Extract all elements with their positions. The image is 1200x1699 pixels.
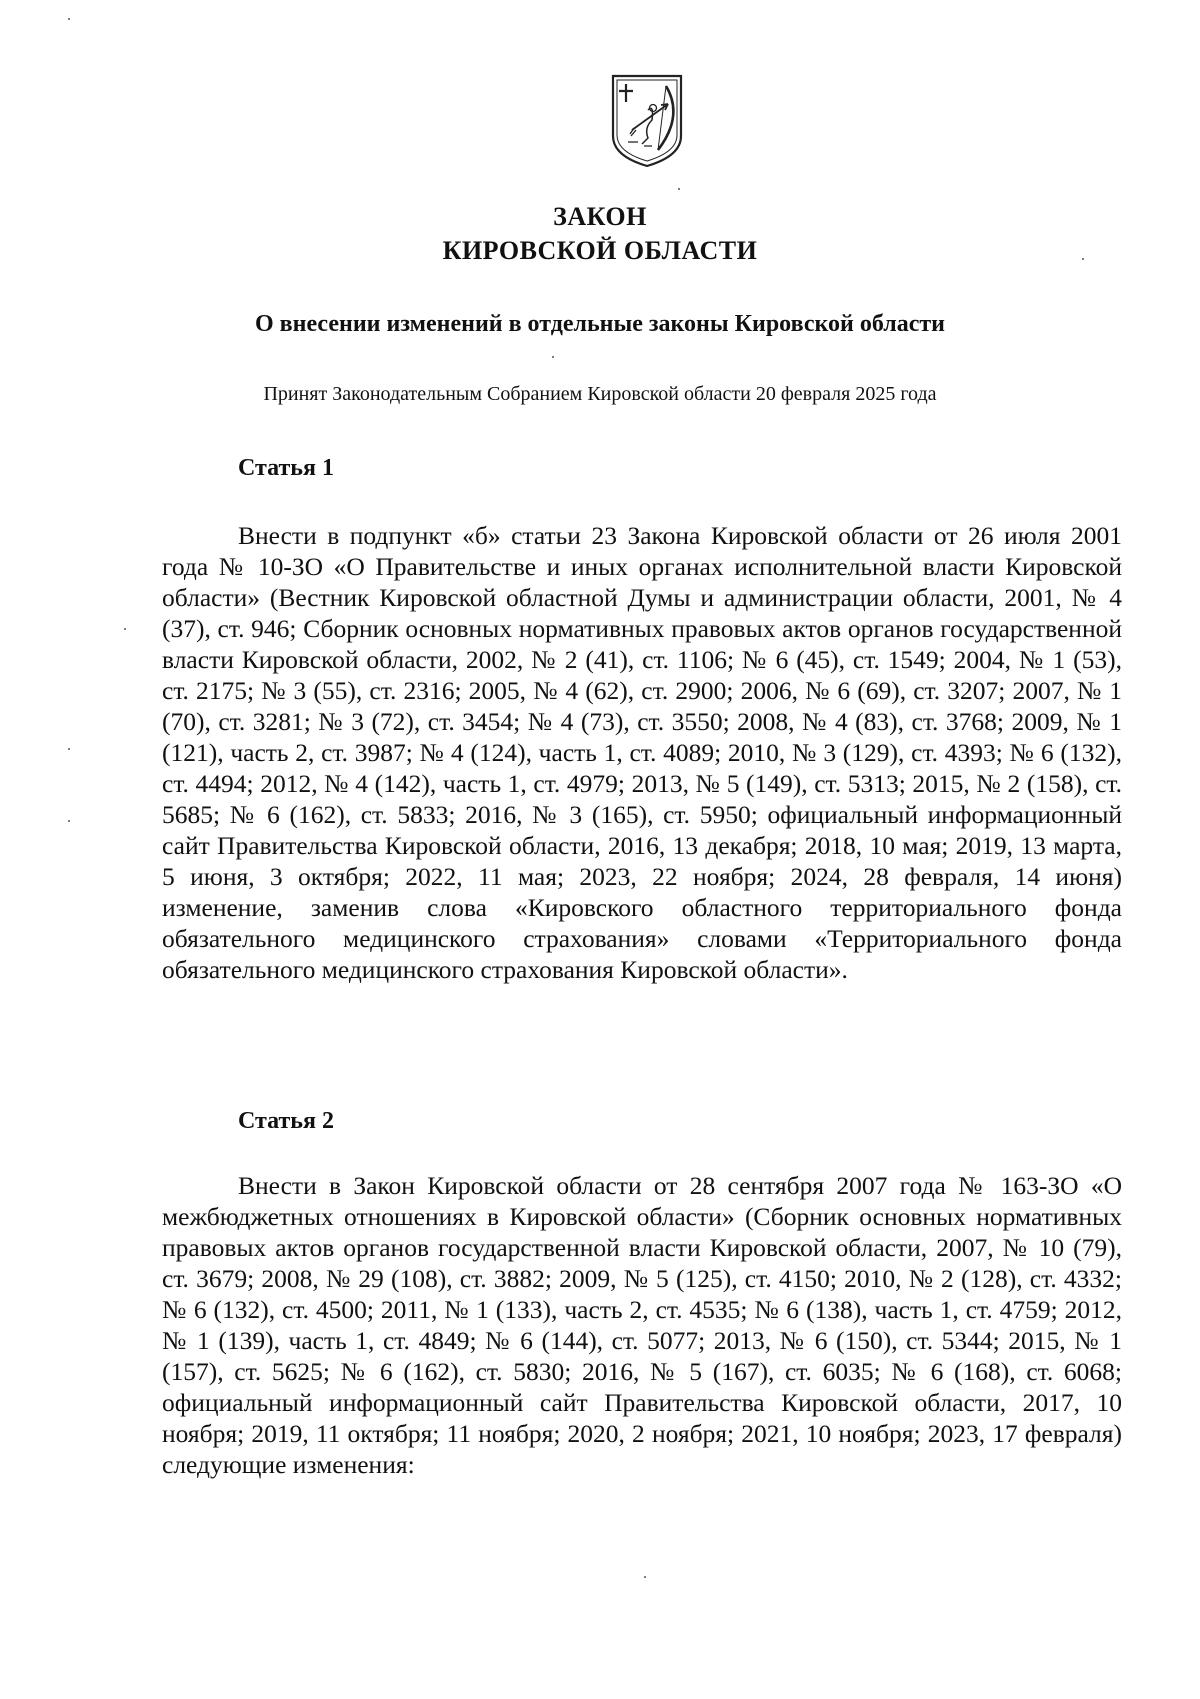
scan-speck bbox=[1082, 258, 1084, 260]
scan-speck bbox=[68, 748, 70, 750]
document-region-title: КИРОВСКОЙ ОБЛАСТИ bbox=[442, 236, 758, 265]
scan-speck bbox=[644, 1576, 646, 1578]
document-type-title: ЗАКОН bbox=[553, 202, 647, 231]
scan-speck bbox=[678, 188, 680, 190]
adoption-note: Принят Законодательным Собранием Кировской области 20 февраля 2025 года bbox=[263, 383, 937, 405]
scan-speck bbox=[68, 18, 70, 20]
scan-speck bbox=[552, 356, 554, 358]
scan-speck bbox=[68, 820, 70, 822]
article-2-text: Внести в Закон Кировской области от 28 сентября 2007 года № 163-ЗО «О межбюджетных отношениях в Кировской области» (Сборник основных нормативных правовых актов органов государственной власти Кировской области, 2007, № 10 (79), ст. 3679; 2008, № 29 (108), ст. 3882; 2009, № 5 (125), ст. 4150; 2010, № 2 (128), ст. 4332; № 6 (132), ст. 4500; 2011, № 1 (133), часть 2, ст. 4535; № 6 (138), часть 1, ст. 4759; 2012, № 1 (139), часть 1, ст. 4849; № 6 (144), ст. 5077; 2013, № 6 (150), ст. 5344; 2015, № 1 (157), ст. 5625; № 6 (162), ст. 5830; 2016, № 5 (167), ст. 6035; № 6 (168), ст. 6068; официальный информационный сайт Правительства Кировской области, 2017, 10 ноября; 2019, 11 октября; 11 ноября; 2020, 2 ноября; 2021, 10 ноября; 2023, 17 февраля) следующие изменения: bbox=[162, 1171, 1122, 1479]
document-subject: О внесении изменений в отдельные законы Кировской области bbox=[255, 311, 945, 337]
article-1-title: Статья 1 bbox=[238, 455, 334, 481]
article-1-text: Внести в подпункт «б» статьи 23 Закона Кировской области от 26 июля 2001 года № 10-ЗО «О Правительстве и иных органах исполнительной власти Кировской области» (Вестник Кировской областной Думы и администрации области, 2001, № 4 (37), ст. 946; Сборник основных нормативных правовых актов органов государственной власти Кировской области, 2002, № 2 (41), ст. 1106; № 6 (45), ст. 1549; 2004, № 1 (53), ст. 2175; № 3 (55), ст. 2316; 2005, № 4 (62), ст. 2900; 2006, № 6 (69), ст. 3207; 2007, № 1 (70), ст. 3281; № 3 (72), ст. 3454; № 4 (73), ст. 3550; 2008, № 4 (83), ст. 3768; 2009, № 1 (121), часть 2, ст. 3987; № 4 (124), часть 1, ст. 4089; 2010, № 3 (129), ст. 4393; № 6 (132), ст. 4494; 2012, № 4 (142), часть 1, ст. 4979; 2013, № 5 (149), ст. 5313; 2015, № 2 (158), ст. 5685; № 6 (162), ст. 5833; 2016, № 3 (165), ст. 5950; официальный информационный сайт Правительства Кировской области, 2016, 13 декабря; 2018, 10 мая; 2019, 13 марта, 5 июня, 3 октября; 2022, 11 мая; 2023, 22 ноября; 2024, 28 февраля, 14 июня) изменение, заменив слова «Кировского областного территориального фонда обязательного медицинского страхования» словами «Территориального фонда обязательного медицинского страхования Кировской области». bbox=[162, 521, 1122, 984]
coat-of-arms-icon bbox=[608, 72, 686, 168]
article-2-title: Статья 2 bbox=[238, 1108, 334, 1134]
scan-speck bbox=[124, 628, 126, 630]
